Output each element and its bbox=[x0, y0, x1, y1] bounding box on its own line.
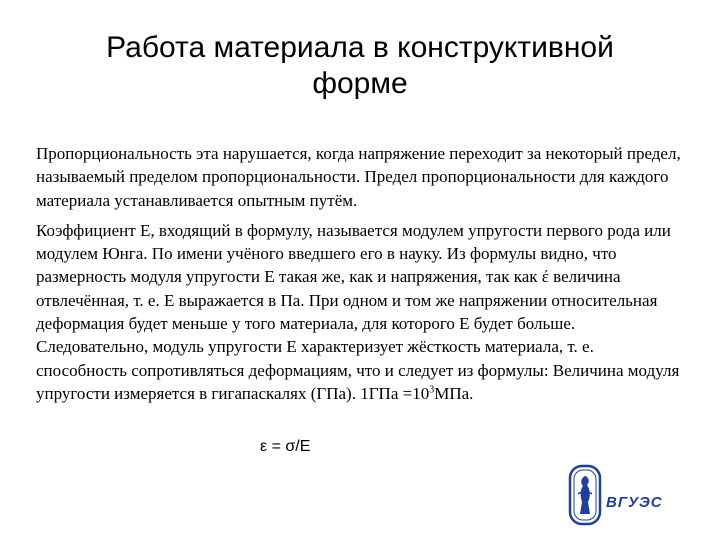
slide-body bbox=[36, 142, 684, 412]
exponent: 3 bbox=[429, 384, 435, 396]
paragraph-elastic-modulus-text: Коэффициент Е, входящий в формулу, называется модулем упругости первого рода или модулем Юнга. По имени учёного введшего его в науку. Из формулы видно, что размерность модуля упругости Е такая же, как и напряжения, так как έ величина отвлечённая, т. е. Е выражается в Па. При одном и том же напряжении относительная деформация будет меньше у того материала, для которого Е будет больше. Следовательно, модуль упругости Е характеризует жёсткость материала, т. е. способность сопротивляться деформациям, что и следует из формулы: Величина модуля упругости измеряется в гигапаскалях (ГПа). 1ГПа =10 bbox=[36, 220, 680, 403]
paragraph-elastic-modulus bbox=[36, 219, 684, 405]
formula: ε = σ/E bbox=[260, 438, 311, 455]
logo-text: ВГУЭС bbox=[606, 494, 663, 511]
paragraph-proportionality: Пропорциональность эта нарушается, когда напряжение переходит за некоторый предел, называемый пределом пропорциональности. Предел пропорциональности для каждого материала устанавливается опытным путём. bbox=[36, 144, 681, 210]
paragraph-elastic-modulus-end: МПа. bbox=[434, 383, 474, 403]
slide-title: Работа материала в конструктивной форме bbox=[106, 31, 614, 100]
